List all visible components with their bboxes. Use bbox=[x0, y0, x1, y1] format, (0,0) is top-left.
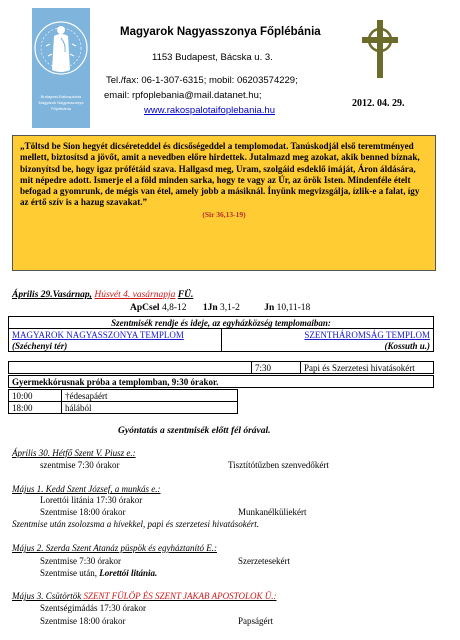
day-4-feast: SZENT FÜLÖP ÉS SZENT JAKAB APOSTOLOK Ü.: bbox=[83, 591, 277, 601]
choir-row-table bbox=[8, 375, 434, 388]
day-1-intention: Tisztítótűzben szenvedőkért bbox=[228, 460, 329, 470]
saturday-row-table bbox=[8, 361, 434, 374]
reading-2-verse: 3,1-2 bbox=[220, 303, 240, 313]
mass-1-intention: †édesapáért bbox=[62, 390, 238, 402]
day-3-litany: Lorettói litánia. bbox=[99, 568, 158, 578]
logo-caption-2: Magyarok Nagyasszonya bbox=[38, 100, 84, 105]
table-heading: Szentmisék rendje és ideje, az egyházközség templomaiban: bbox=[9, 317, 434, 329]
logo-caption-3: Főplébánia bbox=[51, 106, 71, 111]
day-3-after bbox=[40, 568, 157, 578]
sunday-feast: Húsvét 4. vasárnapja bbox=[94, 290, 176, 300]
scripture-reference: (Sir 36,13-19) bbox=[202, 209, 246, 219]
parish-email: email: rpfoplebania@mail.datanet.hu; bbox=[104, 90, 262, 101]
sunday-grade: FÜ. bbox=[177, 290, 194, 300]
day-4-intention: Papságért bbox=[238, 616, 273, 626]
church-2-location: (Kossuth u.) bbox=[221, 340, 434, 352]
logo-caption-1: Budapest-Rákospalota bbox=[40, 94, 82, 99]
mass-schedule-table bbox=[8, 316, 434, 352]
day-4-mass: Szentmise 18:00 órakor bbox=[40, 616, 126, 626]
mass-2-time: 18:00 bbox=[9, 402, 62, 414]
day-1-title: Április 30. Hétfő Szent V. Piusz e.: bbox=[12, 448, 136, 458]
church-2-cell bbox=[221, 329, 434, 341]
day-4-title-line bbox=[12, 591, 276, 601]
row-intention: Papi és Szerzetesi hivatásokért bbox=[301, 362, 434, 374]
day-3-after-text: Szentmise után, bbox=[40, 568, 97, 578]
day-3-title: Május 2. Szerda Szent Atanáz püspök és egyháztanító E.: bbox=[12, 543, 217, 553]
day-4-title: Május 3. Csütörtök bbox=[12, 591, 82, 601]
bulletin-date: 2012. 04. 29. bbox=[352, 98, 405, 109]
day-3-mass: Szentmise 7:30 órakor bbox=[40, 556, 121, 566]
choir-rehearsal: Gyermekkórusnak próba a templomban, 9:30 órakor. bbox=[9, 376, 434, 388]
sunday-line bbox=[12, 290, 193, 300]
day-4-prayer: Szentségimádás 17:30 órakor bbox=[40, 603, 146, 613]
day-2-note: Szentmise után zsolozsma a hívekkel, papi és szerzetesi hivatásokért. bbox=[12, 519, 259, 529]
reading-2-book: 1Jn bbox=[202, 303, 218, 313]
sunday-date: Április 29.Vasárnap, bbox=[12, 290, 92, 300]
day-1-mass: szentmise 7:30 órakor bbox=[40, 460, 120, 470]
empty-cell bbox=[9, 362, 252, 374]
day-2-mass: Szentmise 18:00 órakor bbox=[40, 507, 126, 517]
readings-line bbox=[130, 303, 310, 313]
day-2-title: Május 1. Kedd Szent József, a munkás e.: bbox=[12, 484, 161, 494]
reading-3-verse: 10,11-18 bbox=[276, 303, 311, 313]
day-2-intention: Munkanélküliekért bbox=[238, 507, 307, 517]
day-3-intention: Szerzetesekért bbox=[238, 556, 290, 566]
celtic-cross-icon bbox=[356, 18, 404, 80]
day-2-litany: Lorettói litánia 17:30 órakor bbox=[40, 495, 143, 505]
parish-phone: Tel./fax: 06-1-307-6315; mobil: 06203574229; bbox=[106, 75, 298, 86]
church-1-location: (Széchenyi tér) bbox=[9, 340, 222, 352]
church-2-name: SZENTHÁROMSÁG TEMPLOM bbox=[304, 329, 430, 340]
church-1-cell bbox=[9, 329, 222, 341]
parish-logo bbox=[32, 8, 90, 128]
confession-note: Gyóntatás a szentmisék előtt fél órával. bbox=[118, 426, 271, 436]
reading-1-book: ApCsel bbox=[130, 303, 160, 313]
parish-website-link[interactable]: www.rakospalotaifoplebania.hu bbox=[144, 105, 275, 116]
reading-1-verse: 4,8-12 bbox=[161, 303, 187, 313]
mass-1-time: 10:00 bbox=[9, 390, 62, 402]
mass-2-intention: hálából bbox=[62, 402, 238, 414]
reading-3-book: Jn bbox=[264, 303, 275, 313]
scripture-quote-box bbox=[12, 135, 436, 271]
parish-title: Magyarok Nagyasszonya Főplébánia bbox=[120, 26, 321, 38]
row-time: 7:30 bbox=[252, 362, 301, 374]
sunday-masses-table bbox=[8, 389, 238, 414]
scripture-quote-text: „Töltsd be Sion hegyét dicséreteddel és dicsőségeddel a templomodat. Tanúskodjál első teremtményed mellett, biztosítsd a jövőt, amit a nevedben előre hirdettek. Jutalmazd meg azokat, akik benned bíznak, bizonyítsd be, hogy igaz prófétáid szava. Hallgasd meg, Uram, szolgáid esdeklő imáját, Áron áldására, mit népedre adott. Ismerje el a föld minden sarka, hogy te vagy az Úr, az örök Isten. Mindenféle ételt befogad a gyomrunk, de mégis van étel, amely jobb a másiknál. Ínyünk megvizsgálja, ízlik-e a falat, így az értő szív is a hazug szavakat.” bbox=[20, 141, 420, 208]
church-1-name: MAGYAROK NAGYASSZONYA TEMPLOM bbox=[12, 329, 184, 340]
parish-address: 1153 Budapest, Bácska u. 3. bbox=[152, 52, 273, 63]
